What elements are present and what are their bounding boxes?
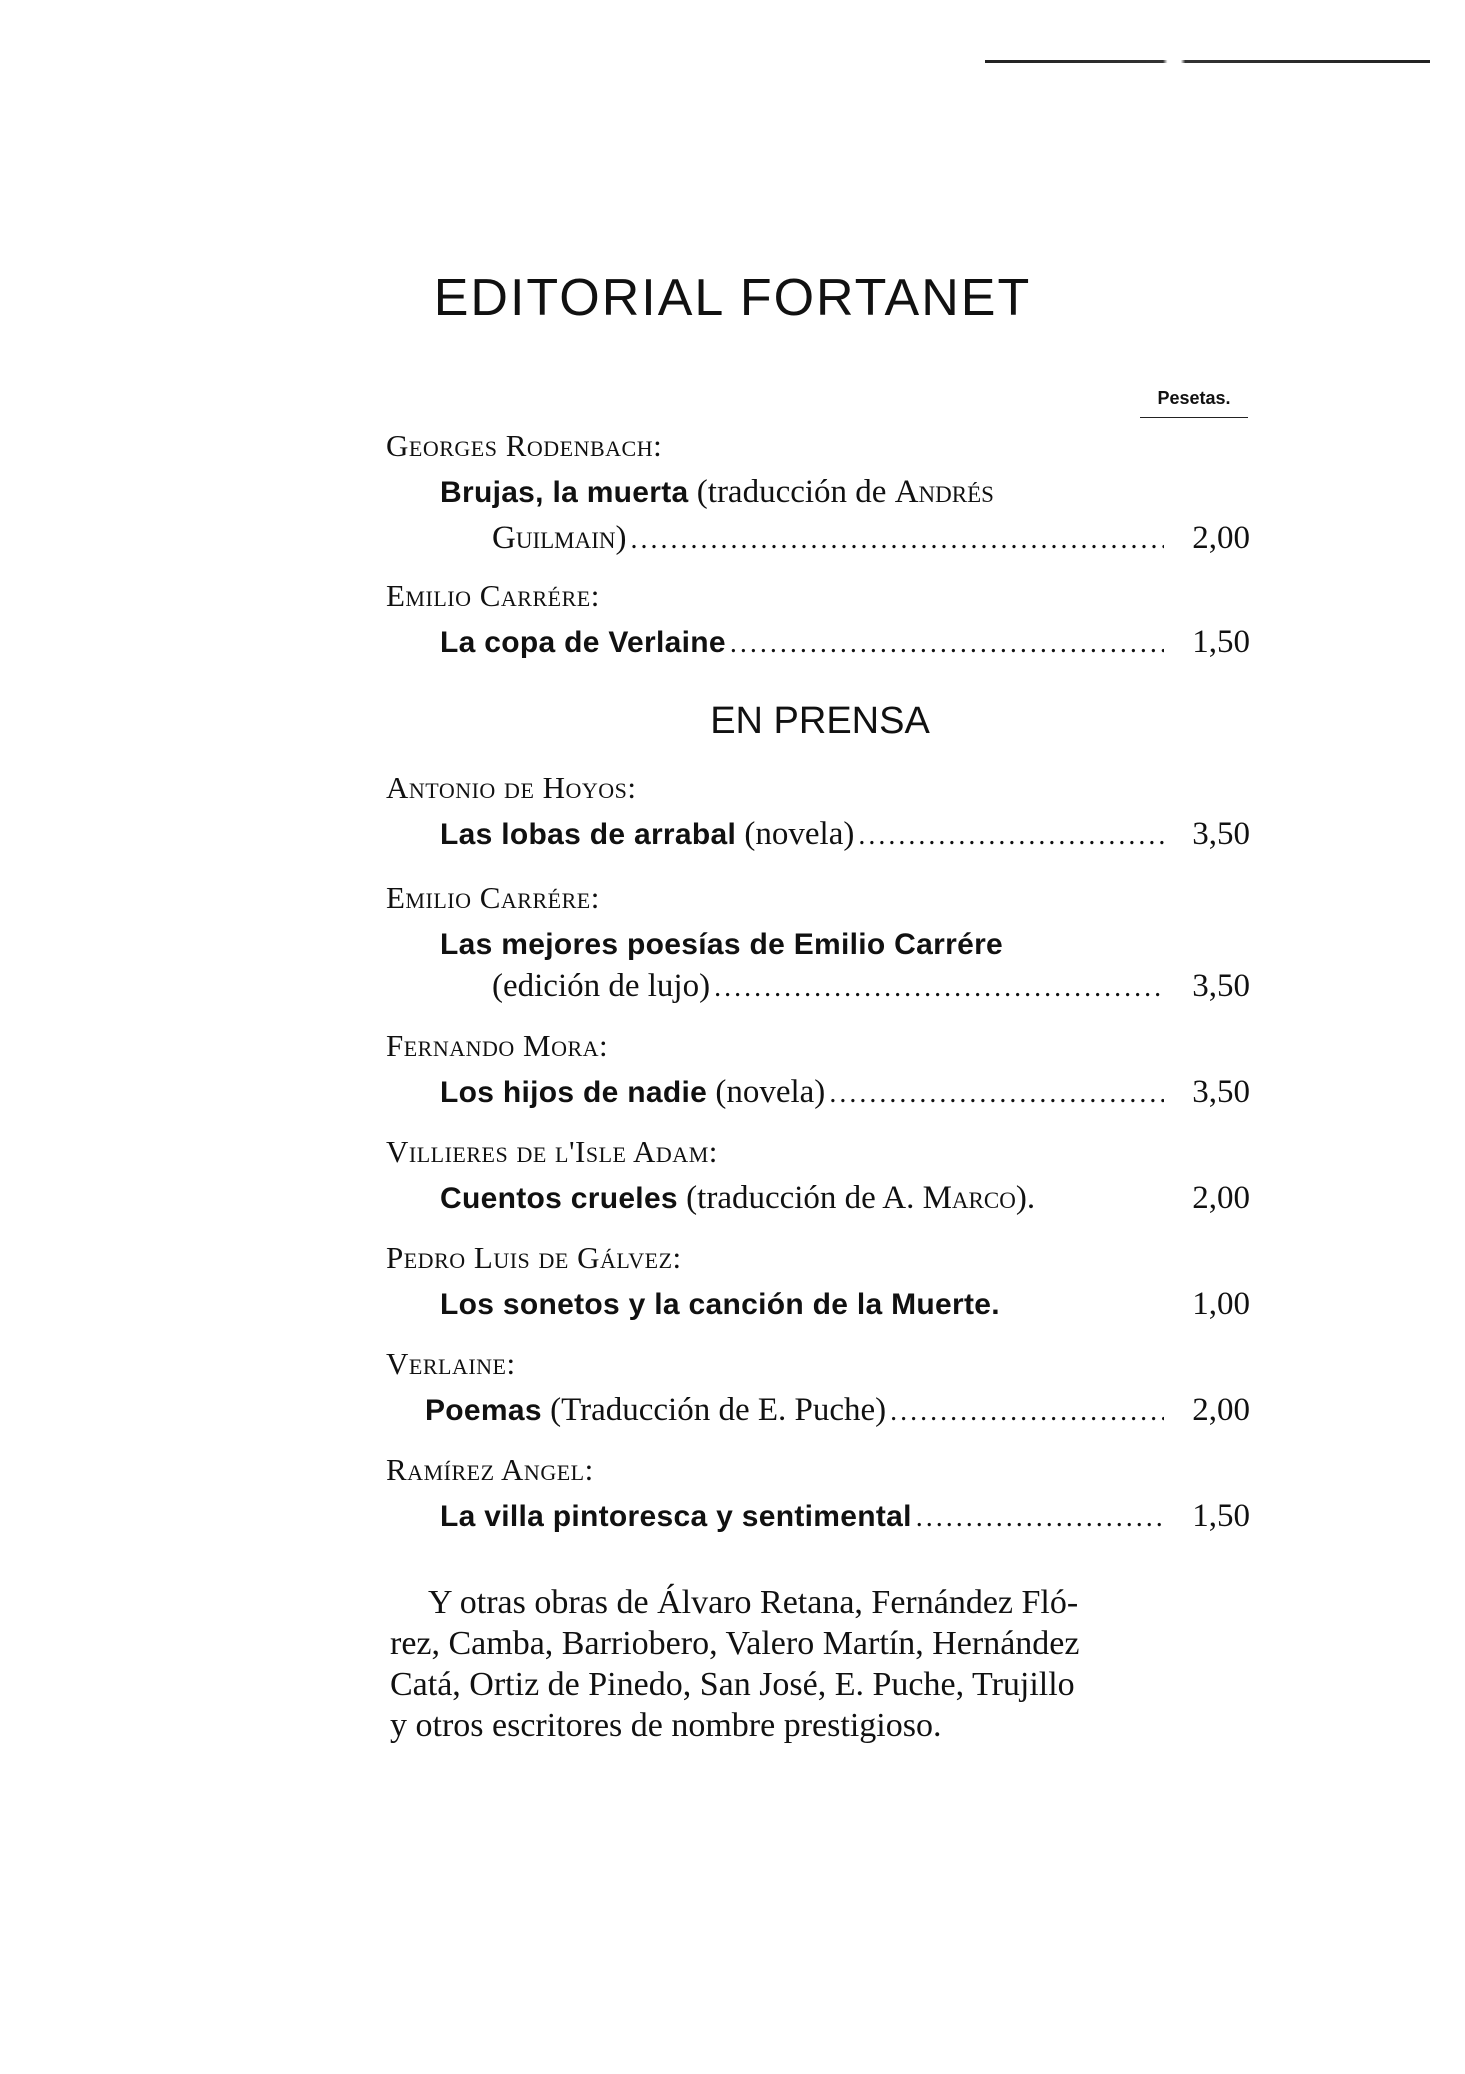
author-name: Fernando Mora: [386,1028,609,1063]
author-name: Antonio de Hoyos: [386,770,637,805]
leader-dots [890,1396,1164,1428]
author-name: Verlaine: [386,1346,516,1381]
author-name: Pedro Luis de Gálvez: [386,1240,682,1275]
price: 3,50 [1192,968,1250,1004]
price: 3,50 [1192,816,1250,852]
book-title: Los hijos de nadie [440,1076,708,1109]
leader-dots [714,972,1164,1004]
author-name: Georges Rodenbach: [386,428,663,463]
leader-dots [916,1502,1164,1534]
price: 3,50 [1192,1074,1250,1110]
price: 2,00 [1192,520,1250,556]
book-entry-row [425,1392,1250,1429]
book-entry-row [440,1074,1250,1111]
price: 2,00 [1192,1392,1250,1428]
closing-line: Y otras obras de Álvaro Retana, Fernández Fló- [428,1584,1079,1621]
book-entry-row: Cuentos crueles (traducción de A. Marco). 2,00 [440,1180,1250,1216]
section-heading: EN PRENSA [710,700,930,742]
book-title: Los sonetos y la canción de la Muerte. [440,1288,1000,1321]
price: 1,50 [1192,624,1250,660]
book-entry-row [440,1286,1250,1323]
book-entry-line [440,926,1003,963]
leader-dots [730,628,1164,660]
book-entry-row [492,520,1250,557]
book-title: Las mejores poesías de Emilio Carrére [440,928,1004,961]
book-title: Brujas, la muerta [440,476,689,509]
price: 1,00 [1192,1286,1250,1322]
author-name: Ramírez Angel: [386,1452,594,1487]
book-title: Poemas [425,1394,542,1427]
book-entry-line [440,474,994,511]
book-title: Cuentos crueles [440,1182,678,1215]
author-name: Emilio Carrére: [386,578,600,613]
book-entry-row [440,816,1250,853]
book-title: La copa de Verlaine [440,626,726,659]
closing-line: y otros escritores de nombre prestigioso. [390,1707,942,1744]
price-column-header: Pesetas. [1140,388,1248,418]
leader-dots [630,524,1164,556]
author-name: Villieres de l'Isle Adam: [386,1134,718,1169]
closing-line: Catá, Ortiz de Pinedo, San José, E. Puche, Trujillo [390,1666,1075,1703]
book-entry-row [492,968,1250,1005]
book-note: (novela) [707,1074,826,1110]
book-title: Las lobas de arrabal [440,818,737,851]
closing-line: rez, Camba, Barriobero, Valero Martín, Hernández [390,1625,1080,1662]
leader-dots [829,1078,1164,1110]
book-note-name: Andrés [894,474,994,510]
leader-dots [858,820,1164,852]
top-rule [985,60,1430,63]
author-name: Emilio Carrére: [386,880,600,915]
book-title: La villa pintoresca y sentimental [440,1500,912,1533]
book-note: (traducción de A. [677,1180,923,1216]
book-entry-row [440,1498,1250,1535]
price: 1,50 [1192,1498,1250,1534]
book-note: (novela) [736,816,855,852]
book-note: (Traducción de E. Puche) [541,1392,887,1428]
book-note: (edición de lujo) [492,968,711,1004]
book-entry-row [440,624,1250,661]
book-note: (traducción de [688,474,895,510]
price: 2,00 [1192,1180,1250,1216]
closing-paragraph [390,1582,1252,1746]
book-note-continued: Guilmain) [492,520,627,556]
book-note-name: Marco [922,1180,1016,1216]
publisher-title: EDITORIAL FORTANET [433,269,1032,327]
